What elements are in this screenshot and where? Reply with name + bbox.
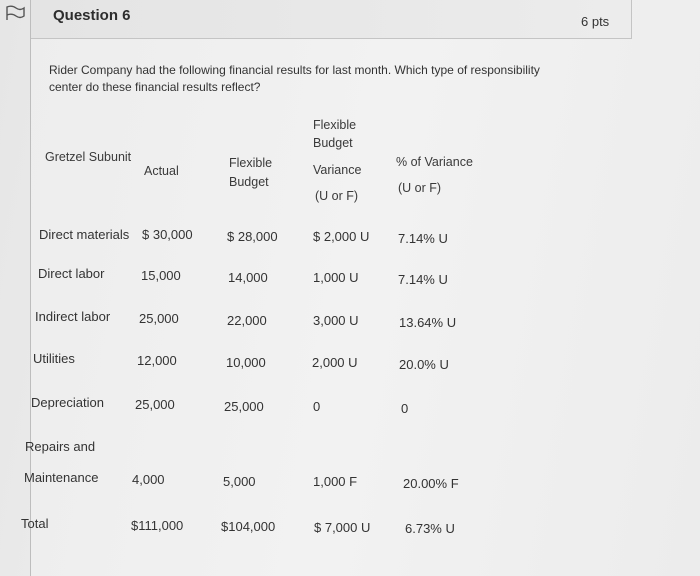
cell-variance: 2,000 U (312, 355, 358, 370)
cell-pct: 0 (401, 401, 409, 416)
row-label: Indirect labor (35, 309, 111, 324)
header-variance: Flexible (313, 118, 357, 132)
cell-actual: 25,000 (135, 397, 175, 412)
row-label: Direct materials (39, 227, 130, 242)
cell-budget-total: $104,000 (221, 519, 276, 534)
cell-variance: 1,000 U (313, 270, 359, 285)
row-label: Utilities (33, 351, 75, 366)
row-label: Maintenance (24, 470, 99, 485)
cell-actual: 15,000 (141, 268, 181, 283)
question-title: Question 6 (53, 7, 131, 24)
cell-budget: 25,000 (224, 399, 264, 414)
cell-pct: 13.64% U (399, 315, 457, 330)
header-flex-budget: Flexible (229, 156, 273, 170)
question-prompt (49, 62, 609, 96)
cell-actual: 4,000 (132, 472, 165, 487)
row-label: Depreciation (31, 395, 104, 410)
cell-actual: 12,000 (137, 353, 177, 368)
cell-variance: 1,000 F (313, 474, 358, 489)
header-pct-variance: % of Variance (396, 155, 473, 169)
question-card (21, 0, 700, 576)
question-prompt-line: center do these financial results reflect? (49, 80, 261, 94)
question-flag-icon[interactable] (4, 4, 26, 22)
header-actual: Actual (144, 164, 179, 178)
cell-variance: $ 2,000 U (313, 229, 370, 244)
cell-actual: 25,000 (139, 311, 179, 326)
cell-pct-total: 6.73% U (405, 521, 455, 536)
header-subunit: Gretzel Subunit (45, 150, 132, 164)
cell-pct: 20.00% F (403, 476, 459, 491)
cell-actual: $ 30,000 (142, 227, 193, 242)
cell-actual-total: $111,000 (131, 518, 184, 533)
cell-variance: 0 (313, 399, 321, 414)
header-variance: Variance (313, 163, 362, 177)
row-label-total: Total (21, 516, 49, 531)
cell-pct: 7.14% U (398, 272, 448, 287)
question-prompt-line: Rider Company had the following financial results for last month. Which type of responsibility (49, 63, 540, 77)
cell-budget: 5,000 (223, 474, 256, 489)
cell-pct: 20.0% U (399, 357, 449, 372)
cell-variance-total: $ 7,000 U (314, 520, 371, 535)
cell-budget: 10,000 (226, 355, 266, 370)
question-points: 6 pts (581, 14, 610, 29)
header-pct-variance: (U or F) (398, 181, 442, 195)
cell-variance: 3,000 U (313, 313, 359, 328)
header-variance: Budget (313, 136, 353, 150)
cell-pct: 7.14% U (398, 231, 448, 246)
row-label: Direct labor (38, 266, 105, 281)
cell-budget: $ 28,000 (227, 229, 278, 244)
header-flex-budget: Budget (229, 175, 269, 189)
cell-budget: 14,000 (228, 270, 268, 285)
cell-budget: 22,000 (227, 313, 267, 328)
row-label: Repairs and (25, 439, 96, 454)
question-header (31, 0, 632, 39)
header-variance: (U or F) (315, 189, 359, 203)
